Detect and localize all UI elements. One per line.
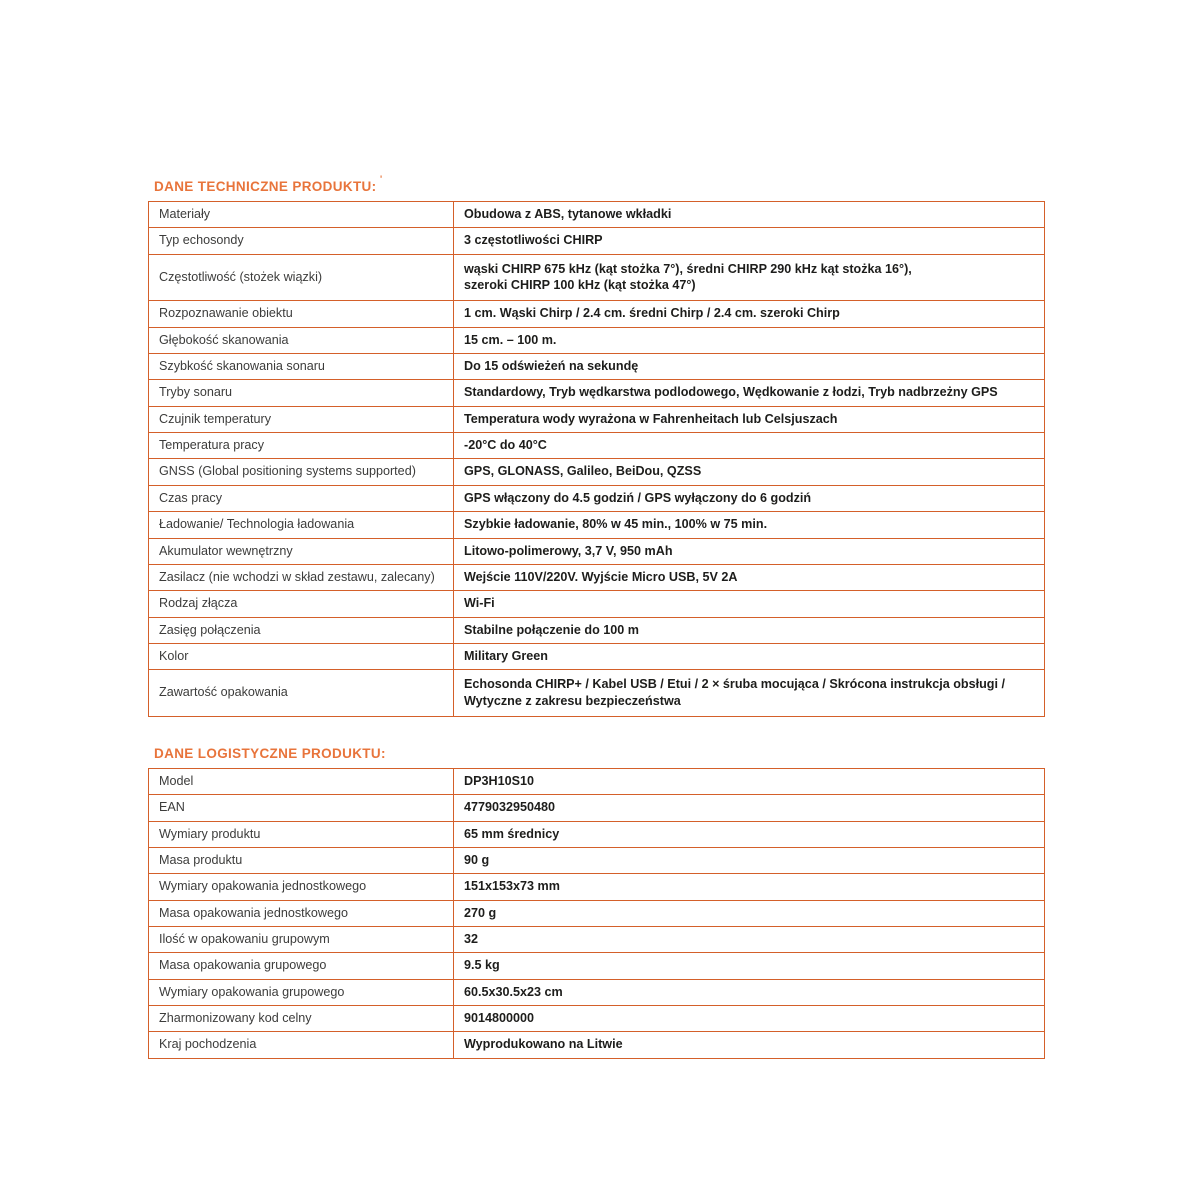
spec-value-line: Standardowy, Tryb wędkarstwa podlodowego, Wędkowanie z łodzi, Tryb nadbrzeżny GPS [464,385,998,400]
spec-value-line: Do 15 odświeżeń na sekundę [464,359,639,373]
spec-value-line: Wytyczne z zakresu bezpieczeństwa [464,693,681,708]
spec-value [454,643,1045,669]
spec-value [454,254,1045,301]
spec-label: Szybkość skanowania sonaru [149,354,454,380]
spec-value [454,1032,1045,1058]
technical-data-table [148,201,1045,717]
table-row [149,485,1045,511]
spec-label: Typ echosondy [149,228,454,254]
spec-value-line: Wejście 110V/220V. Wyjście Micro USB, 5V 2A [464,569,738,584]
spec-value [454,301,1045,327]
table-row [149,538,1045,564]
spec-value [454,927,1045,953]
spec-value-line: Temperatura wody wyrażona w Fahrenheitach lub Celsjuszach [464,411,838,426]
spec-label: Głębokość skanowania [149,327,454,353]
spec-value [454,979,1045,1005]
logistics-data-heading [154,747,386,762]
spec-value [454,354,1045,380]
table-row [149,953,1045,979]
spec-label: Czujnik temperatury [149,406,454,432]
spec-value-line: 4779032950480 [464,800,556,815]
spec-value-line: 1 cm. Wąski Chirp / 2.4 cm. średni Chirp / 2.4 cm. szeroki Chirp [464,306,840,321]
spec-value-line: 270 g [464,905,497,920]
spec-value-line: Litowo-polimerowy, 3,7 V, 950 mAh [464,543,673,558]
spec-value-line: 90 g [464,852,490,867]
spec-label: EAN [149,795,454,821]
spec-value-line: Echosonda CHIRP+ / Kabel USB / Etui / 2 × śruba mocująca / Skrócona instrukcja obsługi / [464,677,1005,692]
spec-value [454,874,1045,900]
spec-value-line: GPS, GLONASS, Galileo, BeiDou, QZSS [464,464,702,479]
table-row [149,821,1045,847]
table-row [149,795,1045,821]
table-row [149,459,1045,485]
spec-value [454,564,1045,590]
spec-value-line: Szybkie ładowanie, 80% w 45 min., 100% w 75 min. [464,517,768,532]
spec-value-line: DP3H10S10 [464,773,535,788]
table-row [149,979,1045,1005]
spec-label: Model [149,768,454,794]
spec-value-line: Military Green [464,648,548,663]
spec-value-line: Wi-Fi [464,596,495,611]
table-row [149,1006,1045,1032]
spec-value [454,900,1045,926]
spec-label: Masa opakowania jednostkowego [149,900,454,926]
spec-value [454,228,1045,254]
spec-value [454,768,1045,794]
table-row [149,643,1045,669]
section-technical-data [148,174,1044,717]
section-logistics-data [148,745,1044,1059]
spec-value [454,953,1045,979]
spec-value [454,821,1045,847]
spec-value [454,795,1045,821]
spec-value-line: 15 cm. – 100 m. [464,332,557,347]
table-row [149,1032,1045,1058]
spec-value [454,512,1045,538]
table-row [149,874,1045,900]
spec-label: Masa produktu [149,847,454,873]
spec-value-line: 9.5 kg [464,958,500,973]
table-row [149,201,1045,227]
spec-label: Rodzaj złącza [149,591,454,617]
table-row [149,900,1045,926]
table-row [149,512,1045,538]
spec-value [454,433,1045,459]
spec-value [454,617,1045,643]
table-row [149,354,1045,380]
table-row [149,380,1045,406]
spec-value-line: 60.5x30.5x23 cm [464,984,563,999]
spec-label: Zharmonizowany kod celny [149,1006,454,1032]
spec-label: Wymiary opakowania grupowego [149,979,454,1005]
spec-value [454,1006,1045,1032]
spec-label: Zasilacz (nie wchodzi w skład zestawu, zalecany) [149,564,454,590]
spec-label: Wymiary opakowania jednostkowego [149,874,454,900]
spec-value [454,670,1045,717]
spec-label: Kraj pochodzenia [149,1032,454,1058]
spec-label: Wymiary produktu [149,821,454,847]
table-row [149,847,1045,873]
spec-value-line: 9014800000 [464,1011,535,1026]
spec-value [454,201,1045,227]
logistics-data-table [148,768,1045,1059]
spec-label: Ładowanie/ Technologia ładowania [149,512,454,538]
spec-value-line: 151x153x73 mm [464,879,560,894]
logistics-data-heading-text: DANE LOGISTYCZNE PRODUKTU: [154,746,386,762]
table-row [149,564,1045,590]
spec-label: Ilość w opakowaniu grupowym [149,927,454,953]
table-row [149,228,1045,254]
technical-data-heading [154,174,383,195]
spec-value [454,591,1045,617]
spec-value [454,847,1045,873]
spec-value-line: 65 mm średnicy [464,826,560,841]
spec-label: Częstotliwość (stożek wiązki) [149,254,454,301]
logistics-data-table-body [149,768,1045,1058]
spec-value [454,459,1045,485]
spec-label: Materiały [149,201,454,227]
spec-label: Zasięg połączenia [149,617,454,643]
spec-value [454,380,1045,406]
heading-superscript-mark: ' [380,174,383,184]
table-row [149,768,1045,794]
spec-label: GNSS (Global positioning systems supported) [149,459,454,485]
technical-data-table-body [149,201,1045,716]
table-row [149,254,1045,301]
table-row [149,327,1045,353]
spec-value [454,485,1045,511]
spec-label: Kolor [149,643,454,669]
spec-value-line: Wyprodukowano na Litwie [464,1037,623,1052]
spec-label: Akumulator wewnętrzny [149,538,454,564]
spec-label: Rozpoznawanie obiektu [149,301,454,327]
table-row [149,301,1045,327]
table-row [149,591,1045,617]
spec-value-line: 32 [464,932,479,947]
spec-label: Tryby sonaru [149,380,454,406]
spec-value-line: -20°C do 40°C [464,438,547,453]
spec-value-line: Stabilne połączenie do 100 m [464,622,639,637]
spec-value-line: Obudowa z ABS, tytanowe wkładki [464,206,672,221]
spec-value-line: szeroki CHIRP 100 kHz (kąt stożka 47°) [464,277,696,292]
table-row [149,670,1045,717]
spec-value [454,538,1045,564]
spec-label: Czas pracy [149,485,454,511]
spec-value-line: wąski CHIRP 675 kHz (kąt stożka 7°), średni CHIRP 290 kHz kąt stożka 16°), [464,261,912,276]
table-row [149,927,1045,953]
spec-value-line: GPS włączony do 4.5 godziń / GPS wyłączony do 6 godziń [464,490,812,505]
spec-label: Temperatura pracy [149,433,454,459]
spec-value [454,327,1045,353]
spec-label: Masa opakowania grupowego [149,953,454,979]
spec-value [454,406,1045,432]
technical-data-heading-text: DANE TECHNICZNE PRODUKTU: [154,179,377,194]
table-row [149,406,1045,432]
table-row [149,617,1045,643]
table-row [149,433,1045,459]
spec-label: Zawartość opakowania [149,670,454,717]
spec-value-line: 3 częstotliwości CHIRP [464,233,603,248]
